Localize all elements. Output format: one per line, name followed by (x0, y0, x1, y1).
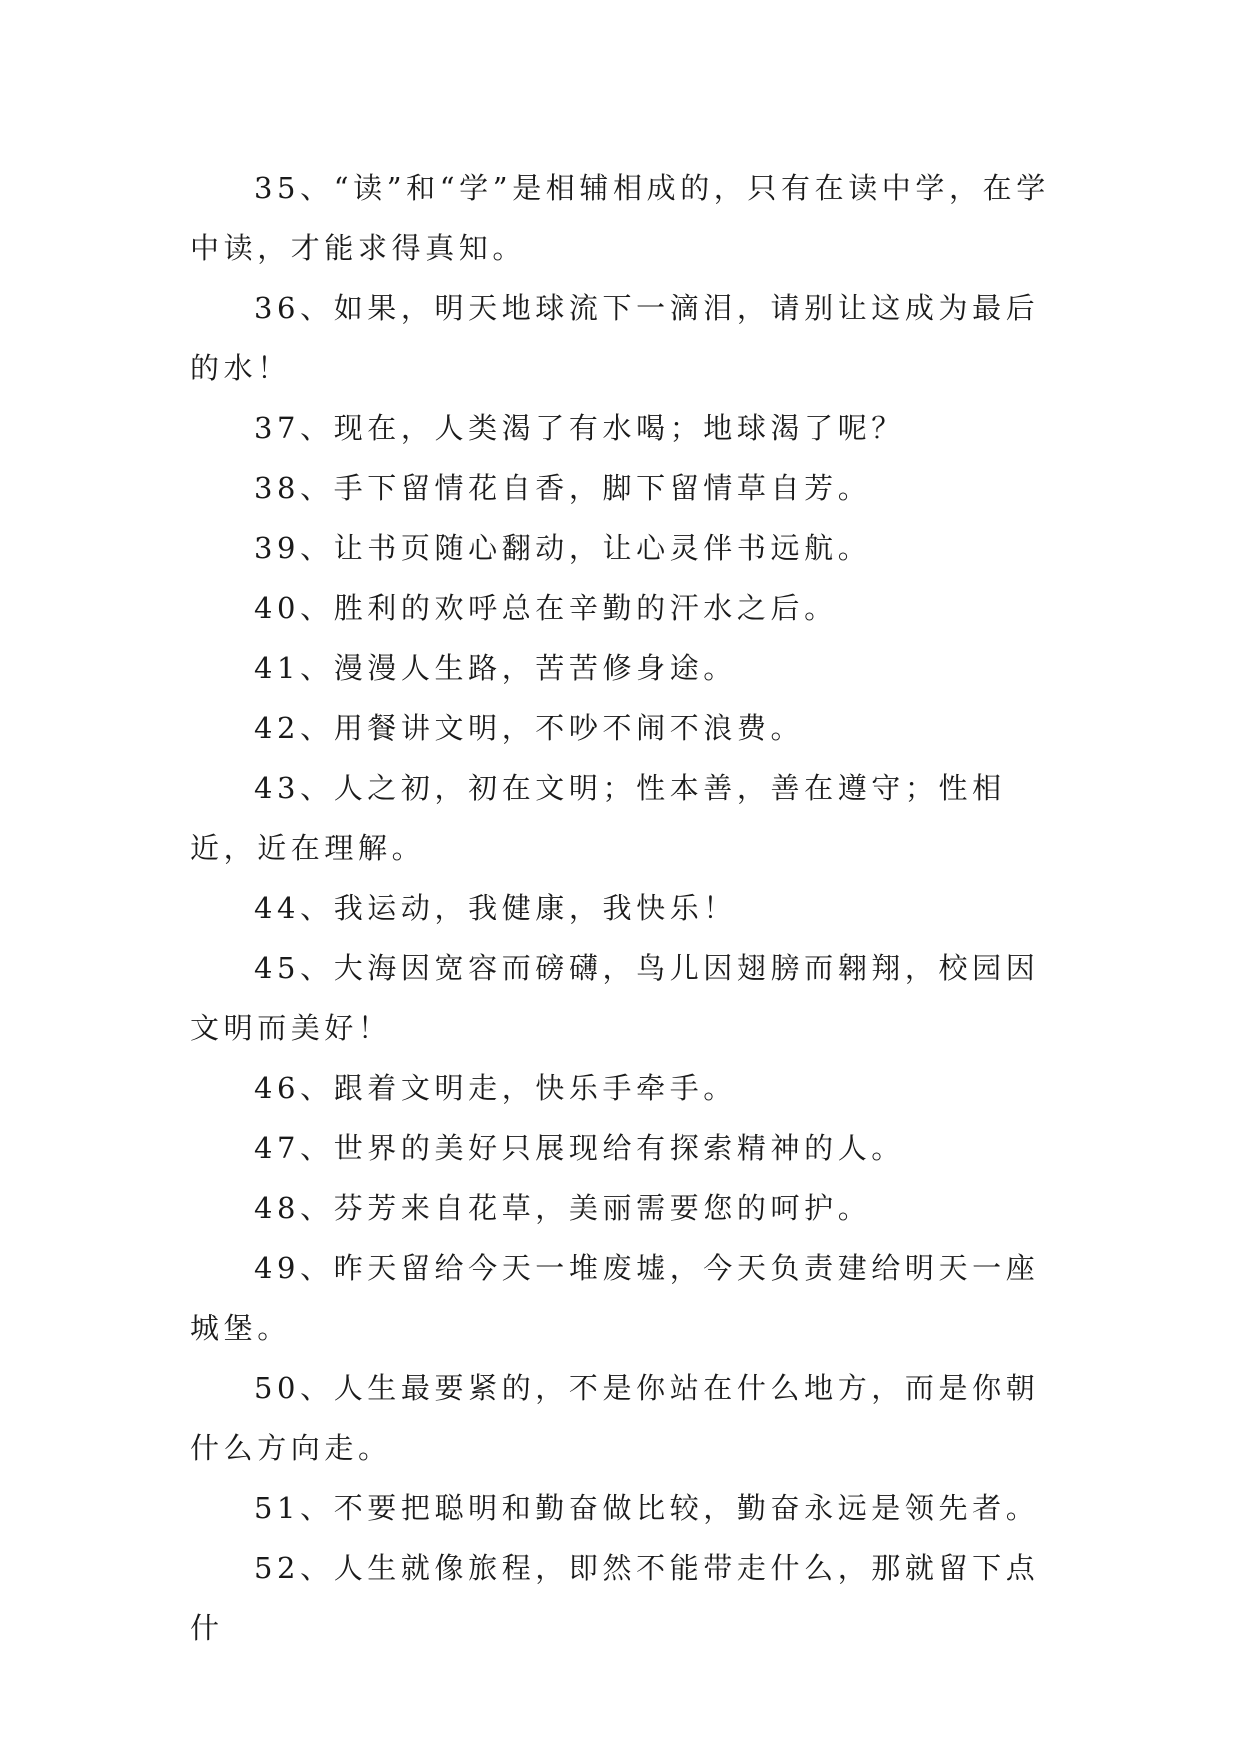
paragraph-39: 39、让书页随心翻动，让心灵伴书远航。 (254, 531, 872, 565)
paragraph-35: 35、“读”和“学”是相辅相成的，只有在读中学，在学中读，才能求得真知。 (190, 171, 1050, 265)
paragraph-38: 38、手下留情花自香，脚下留情草自芳。 (254, 471, 872, 505)
document-body (190, 158, 1066, 1658)
paragraph-52: 52、人生就像旅程，即然不能带走什么，那就留下点什 (190, 1551, 1040, 1645)
paragraph-44: 44、我运动，我健康，我快乐！ (254, 891, 737, 925)
paragraph-37: 37、现在，人类渴了有水喝；地球渴了呢？ (254, 411, 905, 445)
paragraph-48: 48、芬芳来自花草，美丽需要您的呵护。 (254, 1191, 872, 1225)
paragraph-40: 40、胜利的欢呼总在辛勤的汗水之后。 (254, 591, 838, 625)
paragraph-47: 47、世界的美好只展现给有探索精神的人。 (254, 1131, 905, 1165)
paragraph-46: 46、跟着文明走，快乐手牵手。 (254, 1071, 737, 1105)
paragraph-50: 50、人生最要紧的，不是你站在什么地方，而是你朝什么方向走。 (190, 1371, 1040, 1465)
paragraph-45: 45、大海因宽容而磅礴，鸟儿因翅膀而翱翔，校园因文明而美好！ (190, 951, 1040, 1045)
paragraph-51: 51、不要把聪明和勤奋做比较，勤奋永远是领先者。 (254, 1491, 1040, 1525)
paragraph-41: 41、漫漫人生路，苦苦修身途。 (254, 651, 737, 685)
paragraph-42: 42、用餐讲文明，不吵不闹不浪费。 (254, 711, 805, 745)
paragraph-49: 49、昨天留给今天一堆废墟，今天负责建给明天一座城堡。 (190, 1251, 1040, 1345)
paragraph-36: 36、如果，明天地球流下一滴泪，请别让这成为最后的水！ (190, 291, 1040, 385)
paragraph-43: 43、人之初，初在文明；性本善，善在遵守；性相近，近在理解。 (190, 771, 1006, 865)
